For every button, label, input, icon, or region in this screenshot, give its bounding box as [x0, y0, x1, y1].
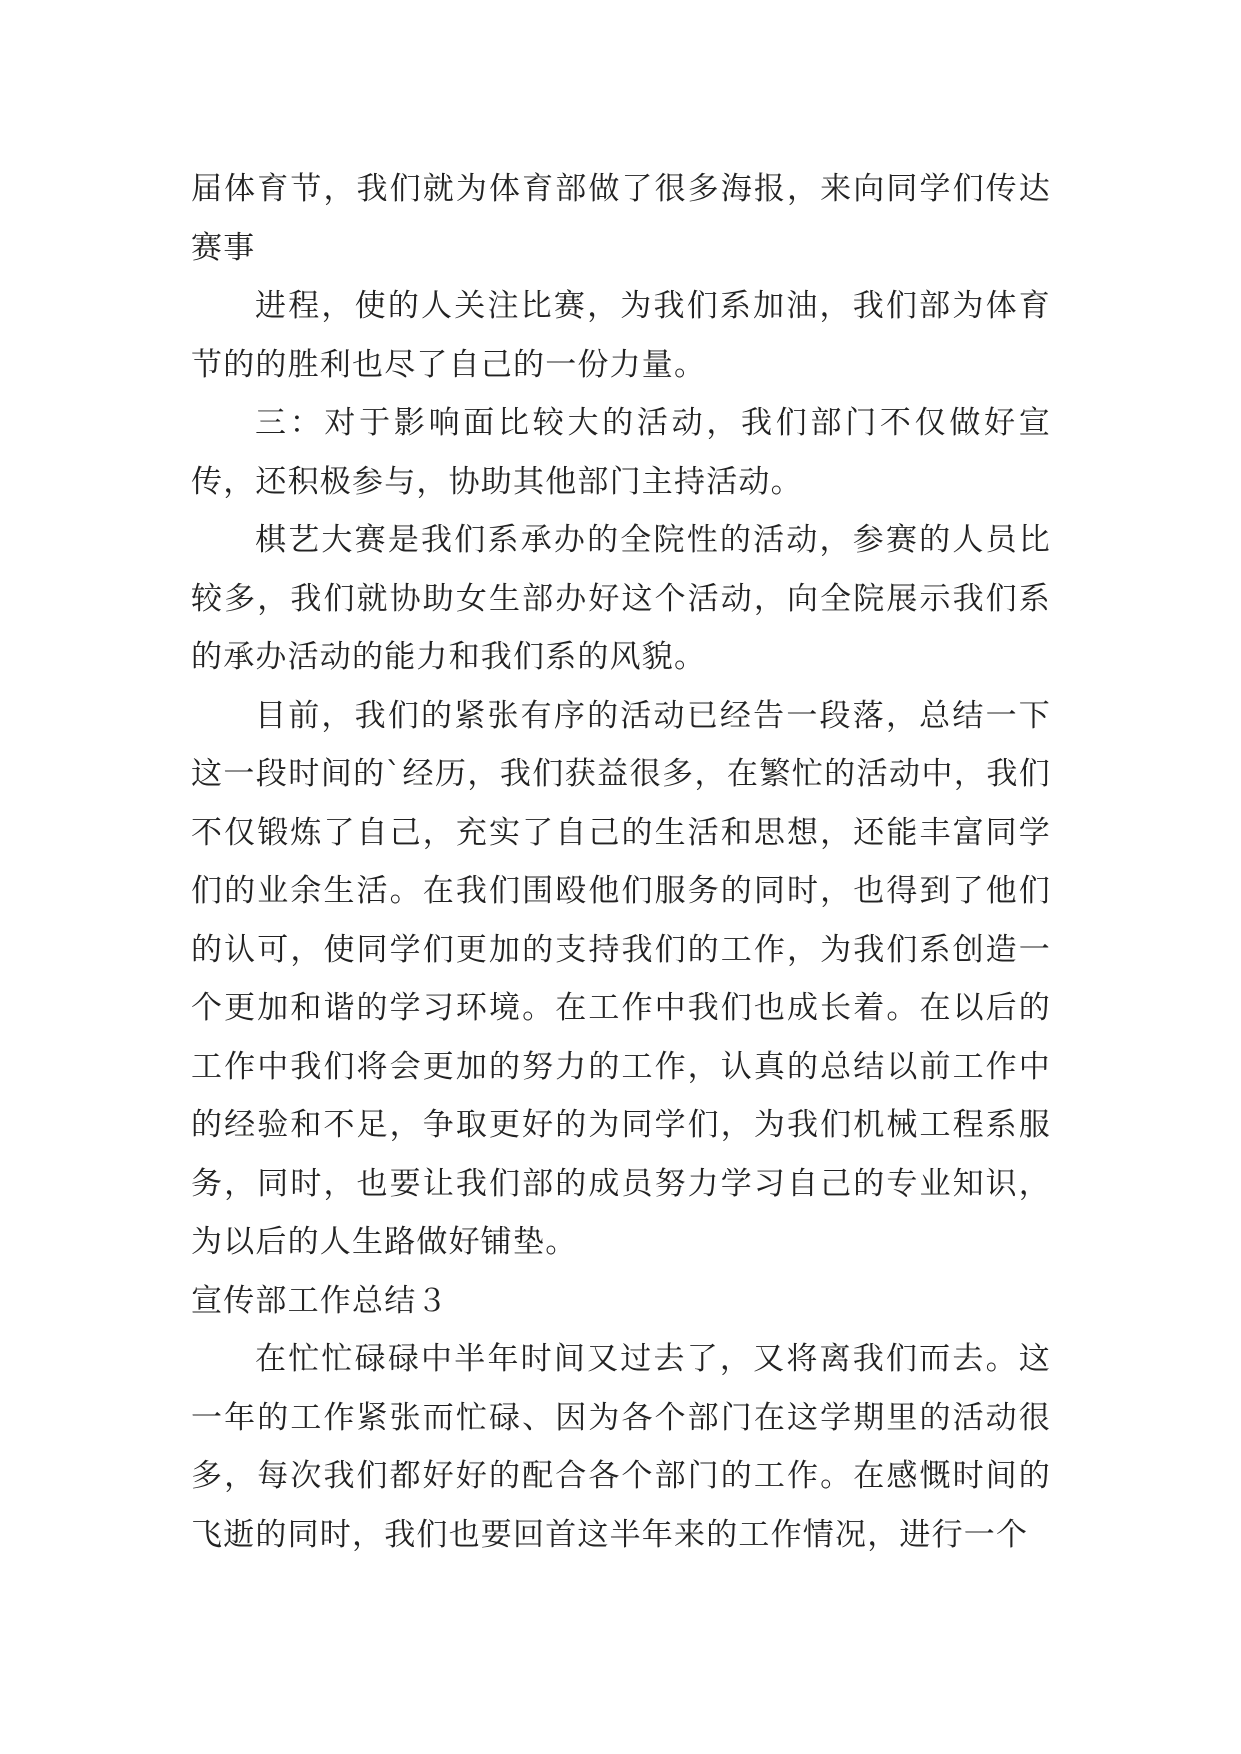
paragraph-3: 三：对于影响面比较大的活动，我们部门不仅做好宣传，还积极参与，协助其他部门主持活动。 [191, 405, 1051, 500]
paragraph-6: 在忙忙碌碌中半年时间又过去了，又将离我们而去。这一年的工作紧张而忙碌、因为各个部门在这学期里的活动很多，每次我们都好好的配合各个部门的工作。在感慨时间的飞逝的同时，我们也要回首这半年来的工作情况，进行一个 [191, 1341, 1051, 1553]
paragraph-2: 进程，使的人关注比赛，为我们系加油，我们部为体育节的的胜利也尽了自己的一份力量。 [191, 288, 1051, 383]
paragraph-5: 目前，我们的紧张有序的活动已经告一段落，总结一下这一段时间的`经历，我们获益很多，在繁忙的活动中，我们不仅锻炼了自己，充实了自己的生活和思想，还能丰富同学们的业余生活。在我们围殴他们服务的同时，也得到了他们的认可，使同学们更加的支持我们的工作，为我们系创造一个更加和谐的学习环境。在工作中我们也成长着。在以后的工作中我们将会更加的努力的工作，认真的总结以前工作中的经验和不足，争取更好的为同学们，为我们机械工程系服务，同时，也要让我们部的成员努力学习自己的专业知识，为以后的人生路做好铺垫。 [191, 697, 1051, 1260]
document-body [191, 160, 1051, 1564]
paragraph-4: 棋艺大赛是我们系承办的全院性的活动，参赛的人员比较多，我们就协助女生部办好这个活动，向全院展示我们系的承办活动的能力和我们系的风貌。 [191, 522, 1051, 675]
paragraph-1: 届体育节，我们就为体育部做了很多海报，来向同学们传达赛事 [191, 171, 1051, 266]
section-heading: 宣传部工作总结３ [191, 1282, 449, 1319]
